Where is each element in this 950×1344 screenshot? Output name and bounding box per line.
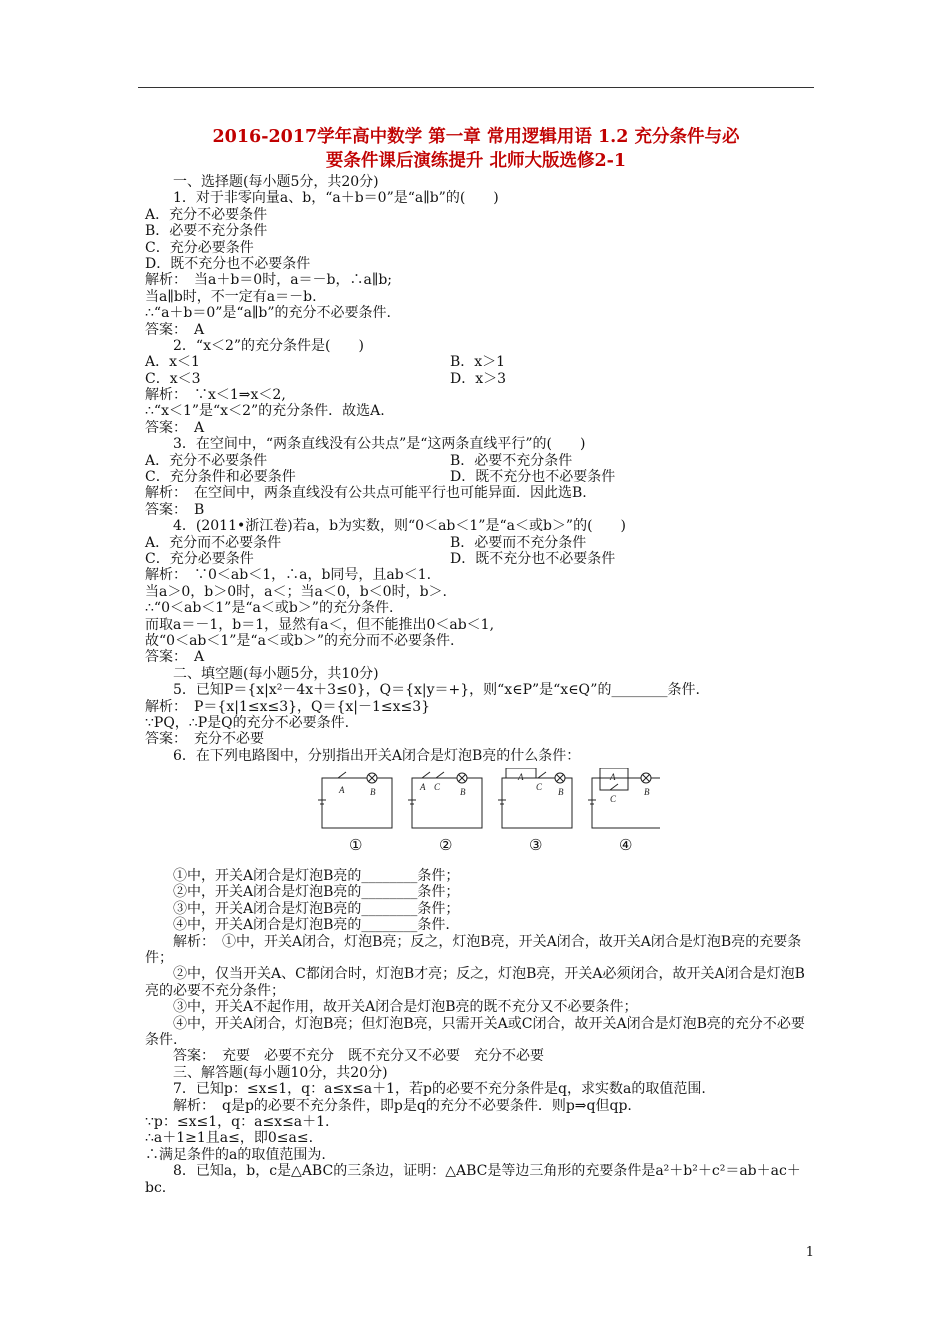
explanation: 解析： q是p的必要不充分条件，即p是q的充分不必要条件．则p⇒q但qp. bbox=[173, 1097, 632, 1114]
circuit-figure bbox=[310, 768, 660, 866]
fill-line: ④中，开关A闭合是灯泡B亮的________条件. bbox=[173, 917, 450, 934]
explanation: ∴“0＜ab＜1”是“a＜或b＞”的充分条件. bbox=[145, 600, 394, 617]
option-row bbox=[145, 354, 815, 370]
circuit-4-label: ④ bbox=[619, 838, 633, 855]
explanation: ③中，开关A不起作用，故开关A闭合是灯泡B亮的既不充分又不必要条件； bbox=[173, 999, 638, 1016]
circuit-numbers bbox=[349, 838, 632, 854]
explanation: 解析： ①中，开关A闭合，灯泡B亮；反之，灯泡B亮，开关A闭合，故开关A闭合是灯泡B亮的充要条件； bbox=[145, 933, 802, 967]
explanation: 解析： 在空间中，两条直线没有公共点可能平行也可能异面．因此选B. bbox=[145, 485, 587, 502]
switch-a-label: A bbox=[610, 772, 616, 783]
option: D．x＞3 bbox=[450, 370, 507, 387]
title-line-1: 2016-2017学年高中数学 第一章 常用逻辑用语 1.2 充分条件与必 bbox=[212, 127, 740, 147]
switch-c-label: C bbox=[610, 794, 617, 805]
document-body bbox=[145, 174, 815, 1196]
switch-a-label: A bbox=[420, 782, 426, 793]
circuit-1-label: ① bbox=[349, 838, 363, 855]
option-row bbox=[145, 371, 815, 387]
bulb-b-label: B bbox=[558, 787, 564, 798]
option: C．充分条件和必要条件 bbox=[145, 469, 296, 486]
switch-c-label: C bbox=[434, 782, 441, 793]
title-line-2: 要条件课后演练提升 北师大版选修2-1 bbox=[325, 151, 627, 171]
answer: 答案： 充分不必要 bbox=[145, 731, 264, 748]
explanation: 解析： ∵0＜ab＜1，∴a，b同号，且ab＜1. bbox=[145, 567, 432, 584]
explanation: ∴“a＋b＝0”是“a∥b”的充分不必要条件. bbox=[145, 305, 391, 322]
option: C．充分必要条件 bbox=[145, 239, 254, 256]
explanation: ∴“x＜1”是“x＜2”的充分条件．故选A. bbox=[145, 403, 385, 420]
option: B．x＞1 bbox=[450, 354, 506, 371]
header-rule bbox=[138, 87, 814, 88]
answer: 答案： 充要 必要不充分 既不充分又不必要 充分不必要 bbox=[173, 1048, 544, 1065]
bulb-b-label: B bbox=[460, 787, 466, 798]
option: B．必要而不充分条件 bbox=[450, 534, 587, 551]
question-6: 6．在下列电路图中，分别指出开关A闭合是灯泡B亮的什么条件： bbox=[173, 747, 581, 764]
option: D．既不充分也不必要条件 bbox=[145, 255, 311, 272]
option-row bbox=[145, 469, 815, 485]
option-row bbox=[145, 535, 815, 551]
question-2: 2．“x＜2”的充分条件是( ) bbox=[173, 337, 364, 354]
question-4: 4．(2011•浙江卷)若a，b为实数，则“0＜ab＜1”是“a＜或b＞”的( ) bbox=[173, 518, 627, 535]
explanation: ∵PQ，∴P是Q的充分不必要条件. bbox=[145, 714, 350, 731]
fill-line: ②中，开关A闭合是灯泡B亮的________条件； bbox=[173, 884, 460, 901]
question-5: 5．已知P＝{x|x²－4x＋3≤0}，Q＝{x|y＝+}，则“x∈P”是“x∈Q”的________条件. bbox=[173, 682, 700, 699]
option: D．既不充分也不必要条件 bbox=[450, 469, 616, 486]
option: B．必要不充分条件 bbox=[145, 223, 268, 240]
option: A．充分不必要条件 bbox=[145, 452, 268, 469]
section-heading: 三、解答题(每小题10分，共20分) bbox=[173, 1064, 388, 1081]
question-1: 1．对于非零向量a、b，“a＋b＝0”是“a∥b”的( ) bbox=[173, 190, 499, 207]
option: D．既不充分也不必要条件 bbox=[450, 550, 616, 567]
explanation: 故“0＜ab＜1”是“a＜或b＞”的充分而不必要条件. bbox=[145, 632, 455, 649]
switch-c-label: C bbox=[536, 782, 543, 793]
bulb-b-label: B bbox=[644, 787, 650, 798]
explanation: 而取a＝－1，b＝1，显然有a＜，但不能推出0＜ab＜1, bbox=[145, 616, 495, 633]
answer: 答案： A bbox=[145, 649, 205, 666]
question-7: 7．已知p：≤x≤1，q：a≤x≤a＋1，若p的必要不充分条件是q，求实数a的取值范围. bbox=[173, 1081, 706, 1098]
section-heading: 二、填空题(每小题5分，共10分) bbox=[173, 665, 379, 682]
explanation: 当a＞0，b＞0时，a＜；当a＜0，b＜0时，b＞. bbox=[145, 583, 448, 600]
option-row bbox=[145, 453, 815, 469]
explanation: ④中，开关A闭合，灯泡B亮；但灯泡B亮，只需开关A或C闭合，故开关A闭合是灯泡B亮的充分不必要条件. bbox=[145, 1015, 805, 1049]
circuit-diagrams bbox=[145, 764, 815, 868]
answer: 答案： B bbox=[145, 501, 205, 518]
option: A．充分而不必要条件 bbox=[145, 534, 282, 551]
explanation: ∴满足条件的a的取值范围为. bbox=[145, 1146, 326, 1163]
bulb-b-label: B bbox=[370, 787, 376, 798]
circuit-2-label: ② bbox=[439, 838, 453, 855]
option: A．x＜1 bbox=[145, 354, 200, 371]
document-title bbox=[138, 125, 814, 173]
answer: 答案： A bbox=[145, 321, 205, 338]
option: C．充分必要条件 bbox=[145, 550, 254, 567]
explanation: ∵p：≤x≤1，q：a≤x≤a＋1. bbox=[145, 1114, 330, 1131]
switch-a-label: A bbox=[339, 785, 345, 796]
circuit-3-label: ③ bbox=[529, 838, 543, 855]
answer: 答案： A bbox=[145, 419, 205, 436]
explanation: 解析： ∵x＜1⇒x＜2, bbox=[145, 387, 286, 404]
explanation: ②中，仅当开关A、C都闭合时，灯泡B才亮；反之，灯泡B亮，开关A必须闭合，故开关A闭合是灯泡B亮的必要不充分条件； bbox=[145, 966, 805, 999]
option: A．充分不必要条件 bbox=[145, 206, 268, 223]
option: B．必要不充分条件 bbox=[450, 452, 573, 469]
explanation: 当a∥b时，不一定有a＝－b. bbox=[145, 288, 317, 305]
fill-line: ①中，开关A闭合是灯泡B亮的________条件； bbox=[173, 868, 460, 885]
circuit-labels bbox=[338, 772, 650, 804]
explanation: 解析： P＝{x|1≤x≤3}，Q＝{x|－1≤x≤3} bbox=[145, 698, 431, 715]
question-8: 8．已知a，b，c是△ABC的三条边，证明：△ABC是等边三角形的充要条件是a²＋b²＋c²＝ab＋ac＋bc. bbox=[145, 1163, 801, 1196]
switch-a-label: A bbox=[518, 772, 524, 783]
fill-line: ③中，开关A闭合是灯泡B亮的________条件； bbox=[173, 900, 460, 917]
explanation: 解析： 当a＋b＝0时，a＝－b，∴a∥b; bbox=[145, 272, 393, 289]
section-heading: 一、选择题(每小题5分，共20分) bbox=[173, 174, 379, 190]
option: C．x＜3 bbox=[145, 370, 201, 387]
question-3: 3．在空间中，“两条直线没有公共点”是“这两条直线平行”的( ) bbox=[173, 436, 586, 453]
page-number: 1 bbox=[805, 1245, 814, 1260]
option-row bbox=[145, 551, 815, 567]
explanation: ∴a＋1≥1且a≤，即0≤a≤. bbox=[145, 1130, 314, 1147]
